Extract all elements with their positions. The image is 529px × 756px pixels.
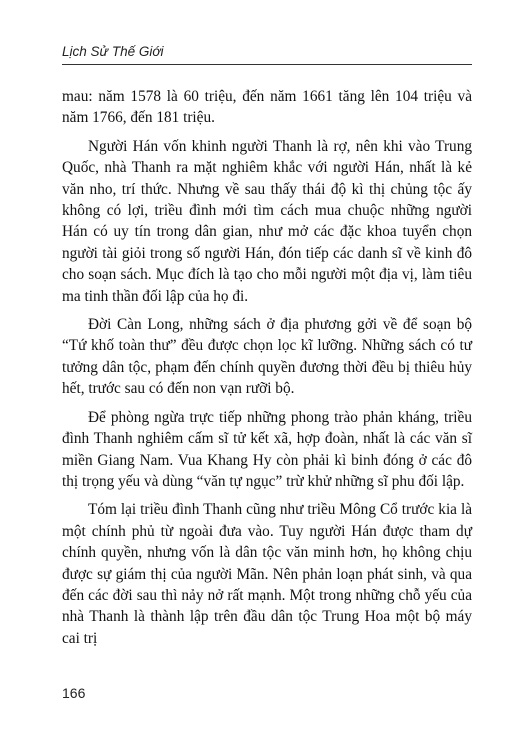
page-number: 166 (62, 685, 86, 701)
body-text (62, 86, 472, 649)
paragraph: Đời Càn Long, những sách ở địa phương gởi về để soạn bộ “Tứ khố toàn thư” đều được chọn lọc kĩ lưỡng. Những sách có tư tưởng dân tộc, phạm đến chính quyền đương thời đều bị thiêu hủy hết, trước sau có đến non vạn rưỡi bộ. (62, 316, 472, 398)
header-rule (62, 64, 472, 65)
paragraph: Để phòng ngừa trực tiếp những phong trào phản kháng, triều đình Thanh nghiêm cấm sĩ tử kết xã, hợp đoàn, nhất là các văn sĩ miền Giang Nam. Vua Khang Hy còn phải kì binh đóng ở các đô thị trọng yếu và dùng “văn tự ngục” trừ khử những sĩ phu đối lập. (62, 408, 472, 490)
running-header: Lịch Sử Thế Giới (62, 44, 164, 59)
paragraph: Tóm lại triều đình Thanh cũng như triều Mông Cổ trước kia là một chính phủ từ ngoài đưa vào. Tuy người Hán được tham dự chính quyền, nhưng vốn là dân tộc văn minh hơn, họ không chịu được sự giám thị của người Mãn. Nên phản loạn phát sinh, và qua đến các đời sau thì nảy nở rất mạnh. Một trong những chỗ yếu của nhà Thanh là thành lập trên đầu dân tộc Trung Hoa một bộ máy cai trị (62, 501, 472, 647)
paragraph: mau: năm 1578 là 60 triệu, đến năm 1661 tăng lên 104 triệu và năm 1766, đến 181 triệu. (62, 88, 472, 127)
paragraph: Người Hán vốn khinh người Thanh là rợ, nên khi vào Trung Quốc, nhà Thanh ra mặt nghiêm khắc với người Hán, nhất là kẻ văn nho, trí thức. Nhưng về sau thấy thái độ kì thị chủng tộc ấy không có lợi, triều đình mới tìm cách mua chuộc những người Hán có uy tín trong dân gian, như mở các đặc khoa tuyển chọn người tài giỏi trong số người Hán, đón tiếp các danh sĩ về kinh đô cho soạn sách. Mục đích là tạo cho mỗi người một địa vị, làm tiêu ma tinh thần đối lập của họ đi. (62, 137, 472, 305)
